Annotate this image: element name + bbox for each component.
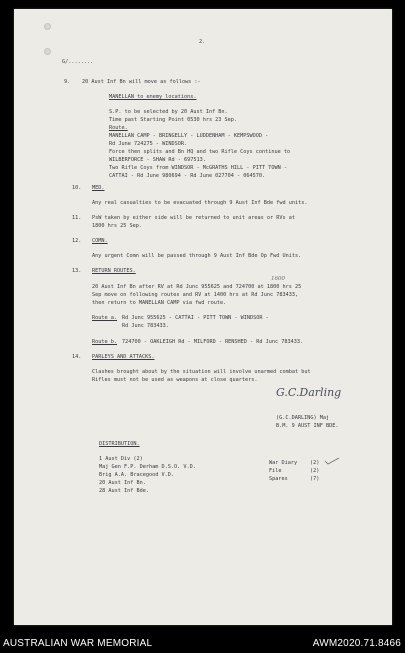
distribution-item-label: War Diary [269,460,298,466]
para-9-heading: MANELLAN to enemy locations. [109,94,197,100]
signatory-title: B.M. 9 AUST INF BDE. [276,423,339,429]
para-12-text: Any urgent Comn will be passed through 9 Aust Inf Bde Op Fwd Units. [92,253,302,259]
distribution-heading: DISTRIBUTION. [99,441,140,447]
distribution-item-label: Spares [269,476,288,482]
route-b-label: Route b. [92,339,117,345]
para-9-line: WILBERFORCE - SHAW Rd - 697513. [109,157,206,163]
document-page [14,9,392,625]
route-a-text: Rd Junc 955625 - CATTAI - PITT TOWN - WINDSOR - [122,315,269,321]
distribution-item-count: (2) [310,460,320,466]
distribution-item-count: (7) [310,476,320,482]
distribution-item: Brig A.A. Bracegood V.D. [99,472,174,478]
distribution-item: 1 Aust Div (2) [99,456,143,462]
route-a-text: Rd Junc 783433. [122,323,169,329]
signatory-name: (G.C.DARLING) Maj [276,415,330,421]
para-13-text: 20 Aust Inf Bn after RV at Rd Junc 955625 and 724700 at 1800 hrs 25 [92,284,302,290]
para-9-line: MANELLAN CAMP - BRINGELLY - LUDDENHAM - KEMPSWOOD - [109,133,269,139]
para-10-text: Any real casualties to be evacuated through 9 Aust Inf Bde fwd units. [92,200,308,206]
para-14-text: Clashes brought about by the situation will involve unarmed combat but [92,369,311,375]
para-9-line: Route. [109,125,128,131]
punch-hole [44,23,51,30]
para-11-number: 11. [72,215,82,221]
footer-institution: AUSTRALIAN WAR MEMORIAL [3,638,153,649]
para-9-line: CATTAI - Rd June 980694 - Rd June 027704 - 064570. [109,173,266,179]
para-9-line: Time past Starting Point 0530 hrs 23 Sep. [109,117,238,123]
document-reference: G/........ [62,59,94,65]
para-11-text: PsW taken by either side will be returned to unit areas or RVs at [92,215,296,221]
para-13-text: Sep move on following routes and RV at 1400 hrs at Rd Junc 783433, [92,292,299,298]
para-10-heading: MED. [92,185,105,191]
para-9-number: 9. [64,79,71,85]
distribution-item-count: (2) [310,468,320,474]
handwritten-time: 1600 [271,276,285,282]
para-10-number: 10. [72,185,82,191]
para-11-text: 1800 hrs 25 Sep. [92,223,142,229]
para-12-heading: COMN. [92,238,108,244]
para-9-line: Two Rifle Coys from WINDSOR - McGRATHS HILL - PITT TOWN - [109,165,288,171]
para-9-line: Force then splits and Bn HQ and two Rifle Coys continue to [109,149,291,155]
para-14-text: Rifles must not be used as weapons at close quarters. [92,377,258,383]
signature: G.C.Darling [276,386,342,399]
distribution-item: 20 Aust Inf Bn. [99,480,146,486]
distribution-item: 28 Aust Inf Bde. [99,488,149,494]
footer-item-id: AWM2020.71.8466 [312,638,401,649]
para-9-line: S.P. to be selected by 20 Aust Inf Bn. [109,109,228,115]
para-9-intro: 20 Aust Inf Bn will move as follows :- [82,79,201,85]
para-13-heading: RETURN ROUTES. [92,268,136,274]
para-14-heading: PARLEYS AND ATTACKS. [92,354,155,360]
para-13-text: then return to MANELLAN CAMP via fwd route. [92,300,227,306]
para-9-line: Rd June 724275 - WINDSOR. [109,141,188,147]
distribution-item: Maj Gen F.P. Derham D.S.O. V.D. [99,464,196,470]
route-b-text: 724700 - OAKLEIGH Rd - MILFORD - RENSHED - Rd Junc 783433. [122,339,304,345]
archive-footer [0,634,405,653]
page-number: 2. [199,39,206,45]
tick-mark-icon [324,457,340,465]
para-13-number: 13. [72,268,82,274]
distribution-item-label: File [269,468,282,474]
para-14-number: 14. [72,354,82,360]
route-a-label: Route a. [92,315,117,321]
punch-hole [44,48,51,55]
para-12-number: 12. [72,238,82,244]
